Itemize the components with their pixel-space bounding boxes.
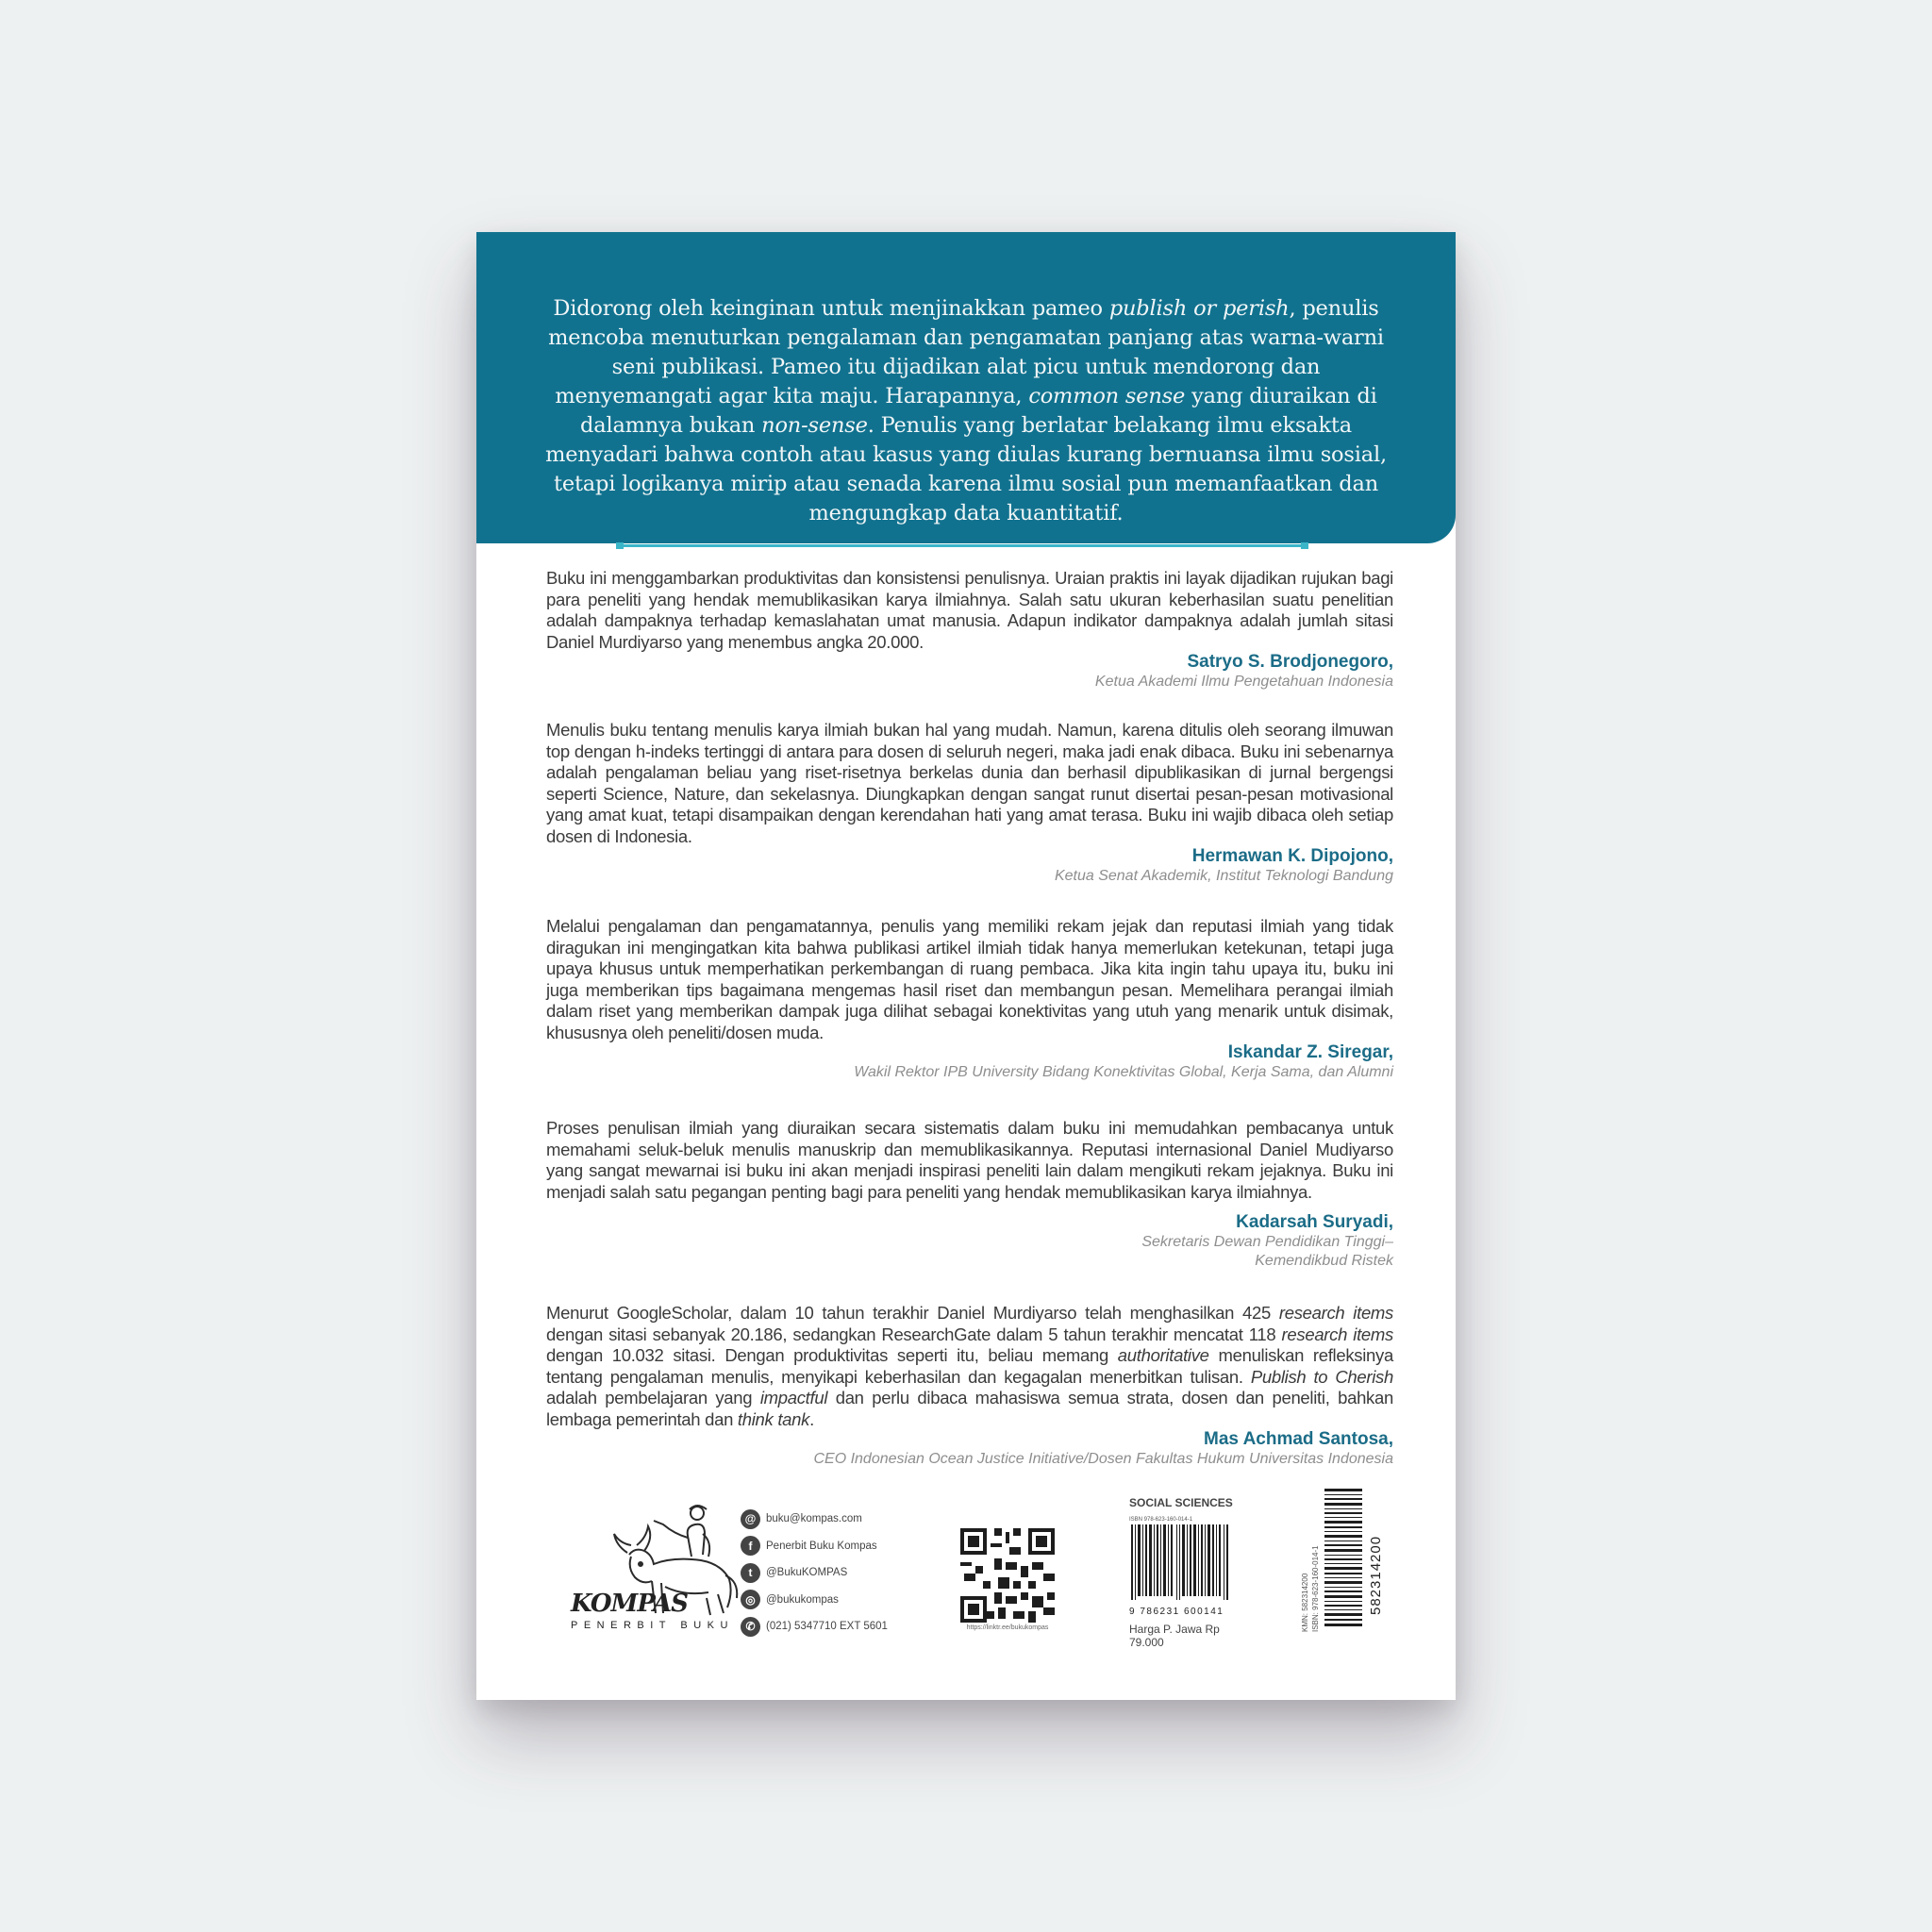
facebook-icon: f: [741, 1536, 760, 1556]
twitter-icon: t: [741, 1563, 760, 1583]
book-category: SOCIAL SCIENCES: [1129, 1496, 1233, 1509]
kmn-number: 582314200: [1368, 1535, 1384, 1615]
book-price: Harga P. Jawa Rp 79.000: [1129, 1623, 1220, 1649]
book-back-cover: [476, 232, 1456, 1700]
endorser-name: Iskandar Z. Siregar,: [1227, 1042, 1393, 1062]
endorsement: [546, 720, 1393, 886]
blurb-panel: [476, 232, 1456, 543]
endorser-role: Sekretaris Dewan Pendidikan Tinggi–: [1141, 1234, 1393, 1250]
endorser-name: Kadarsah Suryadi,: [1236, 1212, 1393, 1232]
endorser-role: Wakil Rektor IPB University Bidang Konektivitas Global, Kerja Sama, dan Alumni: [854, 1064, 1393, 1080]
endorsement-text: Buku ini menggambarkan produktivitas dan konsistensi penulisnya. Uraian praktis ini layak dijadikan rujukan bagi para peneliti yang hendak memublikasikan karya ilmiahnya. Salah satu ukuran keberhasilan suatu penelitian adalah dampaknya terhadap kemaslahatan umat manusia. Adapun indikator dampaknya adalah jumlah sitasi Daniel Murdiyarso yang menembus angka 20.000.: [546, 568, 1393, 652]
contact-instagram: ◎ @bukukompas: [741, 1587, 888, 1614]
qr-code-icon: [960, 1528, 1055, 1623]
endorser-name: Hermawan K. Dipojono,: [1191, 846, 1393, 866]
isbn-barcode-icon: [1129, 1524, 1233, 1600]
kmn-barcode-icon: [1324, 1487, 1362, 1628]
instagram-icon: ◎: [741, 1590, 760, 1609]
endorser-name: Satryo S. Brodjonegoro,: [1187, 652, 1393, 672]
endorsement: [546, 1118, 1393, 1271]
endorsement-text: Menulis buku tentang menulis karya ilmiah bukan hal yang mudah. Namun, karena ditulis oleh seorang ilmuwan top dengan h-indeks tertinggi di antara para dosen di seluruh negeri, maka jadi enak dibaca. Buku ini sebenarnya adalah pengalaman beliau yang riset-risetnya berkelas dunia dan berhasil dipublikasikan di jurnal bergengsi seperti Science, Nature, dan sekelasnya. Diungkapkan dengan sangat runut disertai pesan-pesan motivasional yang amat kuat, tetapi disampaikan dengan kerendahan hati yang amat terasa. Buku ini wajib dibaca oleh setiap dosen di Indonesia.: [546, 720, 1393, 846]
endorsements: [546, 568, 1393, 1469]
endorsement-text: Proses penulisan ilmiah yang diuraikan secara sistematis dalam buku ini memudahkan pembacanya untuk memahami seluk-beluk menulis manuskrip dan memublikasikannya. Reputasi internasional Daniel Mudiyarso yang sangat mewarnai isi buku ini akan menjadi inspirasi peneliti lain dalam mengikuti rekam jejaknya. Buku ini menjadi salah satu pegangan penting bagi para peneliti yang hendak memublikasikan karya ilmiahnya.: [546, 1118, 1393, 1202]
phone-icon: ✆: [741, 1617, 760, 1637]
blurb-text: Didorong oleh keinginan untuk menjinakkan pameo publish or perish, penulis mencoba menuturkan pengalaman dan pengamatan panjang atas warna-warni seni publikasi. Pameo itu dijadikan alat picu untuk mendorong dan menyemangati agar kita maju. Harapannya, common sense yang diuraikan di dalamnya bukan non-sense. Penulis yang berlatar belakang ilmu eksakta menyadari bahwa contoh atau kasus yang diulas kurang bernuansa ilmu sosial, tetapi logikanya mirip atau senada karena ilmu sosial pun memanfaatkan dan mengungkap data kuantitatif.: [545, 296, 1387, 525]
barcode-digits: 9 786231 600141: [1129, 1607, 1224, 1617]
endorsement: [546, 916, 1393, 1082]
endorser-role: CEO Indonesian Ocean Justice Initiative/Dosen Fakultas Hukum Universitas Indonesia: [813, 1451, 1393, 1467]
kmn-isbn-text: KMN: 582314200 ISBN: 978-623-160-014-1: [1301, 1545, 1320, 1632]
endorsement-text: Menurut GoogleScholar, dalam 10 tahun terakhir Daniel Murdiyarso telah menghasilkan 425 research items dengan sitasi sebanyak 20.186, sedangkan ResearchGate dalam 5 tahun terakhir mencatat 118 research items dengan 10.032 sitasi. Dengan produktivitas seperti itu, beliau memang authoritative menuliskan refleksinya tentang pengalaman menulis, menyikapi keberhasilan dan kegagalan menerbitkan tulisan. Publish to Cherish adalah pembelajaran yang impactful dan perlu dibaca mahasiswa semua strata, dosen dan peneliti, bahkan lembaga pemerintah dan think tank.: [546, 1303, 1393, 1429]
contact-phone: ✆ (021) 5347710 EXT 5601: [741, 1613, 888, 1641]
contact-email: @ buku@kompas.com: [741, 1506, 888, 1533]
endorser-role: Ketua Akademi Ilmu Pengetahuan Indonesia: [1094, 674, 1393, 690]
barcode-block: [1129, 1496, 1252, 1649]
endorsement: [546, 1303, 1393, 1469]
publisher-logo-wordmark: KOMPAS: [571, 1590, 688, 1618]
endorser-role-line2: Kemendikbud Ristek: [1255, 1253, 1393, 1269]
endorser-role: Ketua Senat Akademik, Institut Teknologi Bandung: [1054, 868, 1393, 884]
blurb-divider: [616, 544, 1308, 547]
endorsement: [546, 568, 1393, 691]
publisher-logo-subtitle: PENERBIT BUKU: [571, 1620, 734, 1631]
publisher-contacts: [741, 1506, 888, 1641]
email-icon: @: [741, 1509, 760, 1529]
contact-facebook: f Penerbit Buku Kompas: [741, 1533, 888, 1560]
endorser-name: Mas Achmad Santosa,: [1204, 1429, 1393, 1449]
qr-url: https://linktr.ee/bukukompas: [966, 1624, 1049, 1631]
contact-twitter: t @BukuKOMPAS: [741, 1559, 888, 1587]
endorsement-text: Melalui pengalaman dan pengamatannya, penulis yang memiliki rekam jejak dan reputasi ilmiah yang tidak diragukan ini mengingatkan kita bahwa publikasi artikel ilmiah tidak hanya memerlukan ketekunan, tetapi juga upaya khusus untuk memperhatikan perkembangan di ruang pembaca. Jika kita ingin tahu upaya itu, buku ini juga memberikan tips bagaimana mengemas hasil riset dan membangun pesan. Memelihara perangai ilmiah dalam riset yang memberikan dampak juga dilihat sebagai konektivitas yang utuh yang menarik untuk disimak, khususnya oleh peneliti/dosen muda.: [546, 916, 1393, 1042]
isbn-small: ISBN 978-623-160-014-1: [1129, 1517, 1193, 1523]
